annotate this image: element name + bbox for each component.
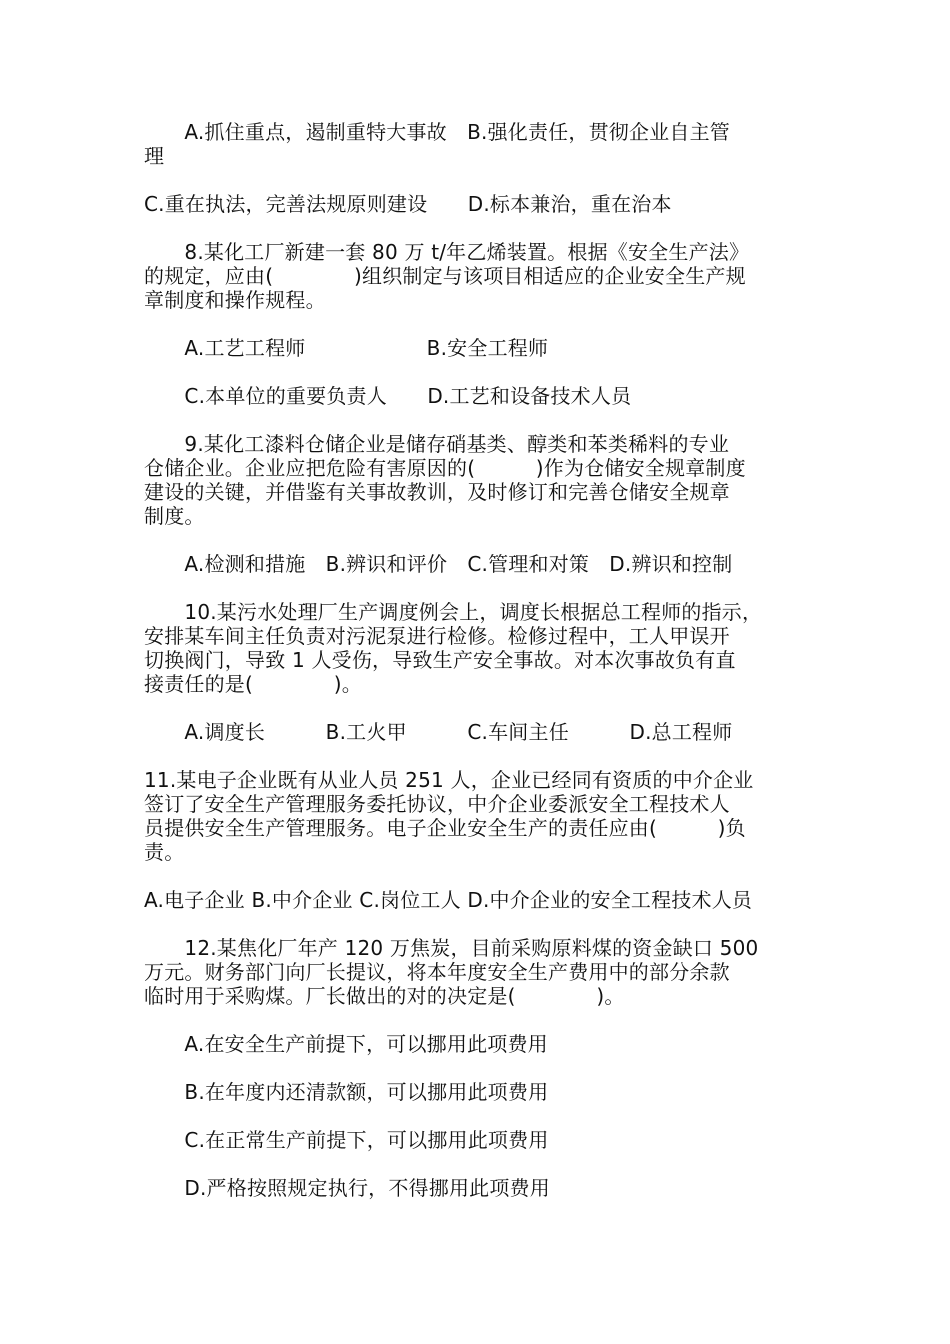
text-line: D.严格按照规定执行，不得挪用此项费用 — [144, 1176, 550, 1200]
text-line: C.本单位的重要负责人 D.工艺和设备技术人员 — [144, 384, 632, 408]
text-line: 制度。 — [144, 504, 205, 528]
text-line: 章制度和操作规程。 — [144, 288, 326, 312]
text-line: A.调度长 B.工火甲 C.车间主任 D.总工程师 — [144, 720, 733, 744]
text-line: 切换阀门，导致 1 人受伤，导致生产安全事故。对本次事故负有直 — [144, 648, 736, 672]
q11-options — [144, 888, 809, 912]
text-line: 9.某化工漆料仓储企业是储存硝基类、醇类和苯类稀料的专业 — [144, 432, 730, 456]
text-line: 的规定，应由( )组织制定与该项目相适应的企业安全生产规 — [144, 264, 746, 288]
q9-stem — [144, 432, 809, 528]
text-line: B.在年度内还清款额，可以挪用此项费用 — [144, 1080, 549, 1104]
q7-options-ab — [144, 120, 809, 168]
q11-stem — [144, 768, 809, 864]
text-line: A.检测和措施 B.辨识和评价 C.管理和对策 D.辨识和控制 — [144, 552, 733, 576]
q10-stem — [144, 600, 809, 696]
q12-option-a — [144, 1032, 809, 1056]
text-line: C.重在执法，完善法规原则建设 D.标本兼治，重在治本 — [144, 192, 672, 216]
text-line: A.电子企业 B.中介企业 C.岗位工人 D.中介企业的安全工程技术人员 — [144, 888, 753, 912]
text-line: 临时用于采购煤。厂长做出的对的决定是( )。 — [144, 984, 625, 1008]
q8-options-ab — [144, 336, 809, 360]
text-line: 理 — [144, 144, 165, 168]
document-page — [144, 120, 809, 1200]
q12-option-d — [144, 1176, 809, 1200]
text-line: 建设的关键，并借鉴有关事故教训，及时修订和完善仓储安全规章 — [144, 480, 730, 504]
text-line: 安排某车间主任负责对污泥泵进行检修。检修过程中，工人甲误开 — [144, 624, 730, 648]
text-line: 仓储企业。企业应把危险有害原因的( )作为仓储安全规章制度 — [144, 456, 746, 480]
q10-options — [144, 720, 809, 744]
q8-stem — [144, 240, 809, 312]
text-line: 12.某焦化厂年产 120 万焦炭，目前采购原料煤的资金缺口 500 — [144, 936, 759, 960]
text-line: 签订了安全生产管理服务委托协议，中介企业委派安全工程技术人 — [144, 792, 730, 816]
text-line: 11.某电子企业既有从业人员 251 人，企业已经同有资质的中介企业 — [144, 768, 754, 792]
text-line: 接责任的是( )。 — [144, 672, 363, 696]
text-line: A.在安全生产前提下，可以挪用此项费用 — [144, 1032, 548, 1056]
text-line: 10.某污水处理厂生产调度例会上，调度长根据总工程师的指示， — [144, 600, 763, 624]
q8-options-cd — [144, 384, 809, 408]
q12-option-c — [144, 1128, 809, 1152]
q9-options — [144, 552, 809, 576]
text-line: A.工艺工程师 B.安全工程师 — [144, 336, 549, 360]
text-line: 责。 — [144, 840, 185, 864]
text-line: 8.某化工厂新建一套 80 万 t/年乙烯装置。根据《安全生产法》 — [144, 240, 750, 264]
text-line: C.在正常生产前提下，可以挪用此项费用 — [144, 1128, 549, 1152]
q12-option-b — [144, 1080, 809, 1104]
text-line: 员提供安全生产管理服务。电子企业安全生产的责任应由( )负 — [144, 816, 746, 840]
text-line: A.抓住重点，遏制重特大事故 B.强化责任，贯彻企业自主管 — [144, 120, 730, 144]
q7-options-cd — [144, 192, 809, 216]
text-line: 万元。财务部门向厂长提议，将本年度安全生产费用中的部分余款 — [144, 960, 730, 984]
q12-stem — [144, 936, 809, 1008]
